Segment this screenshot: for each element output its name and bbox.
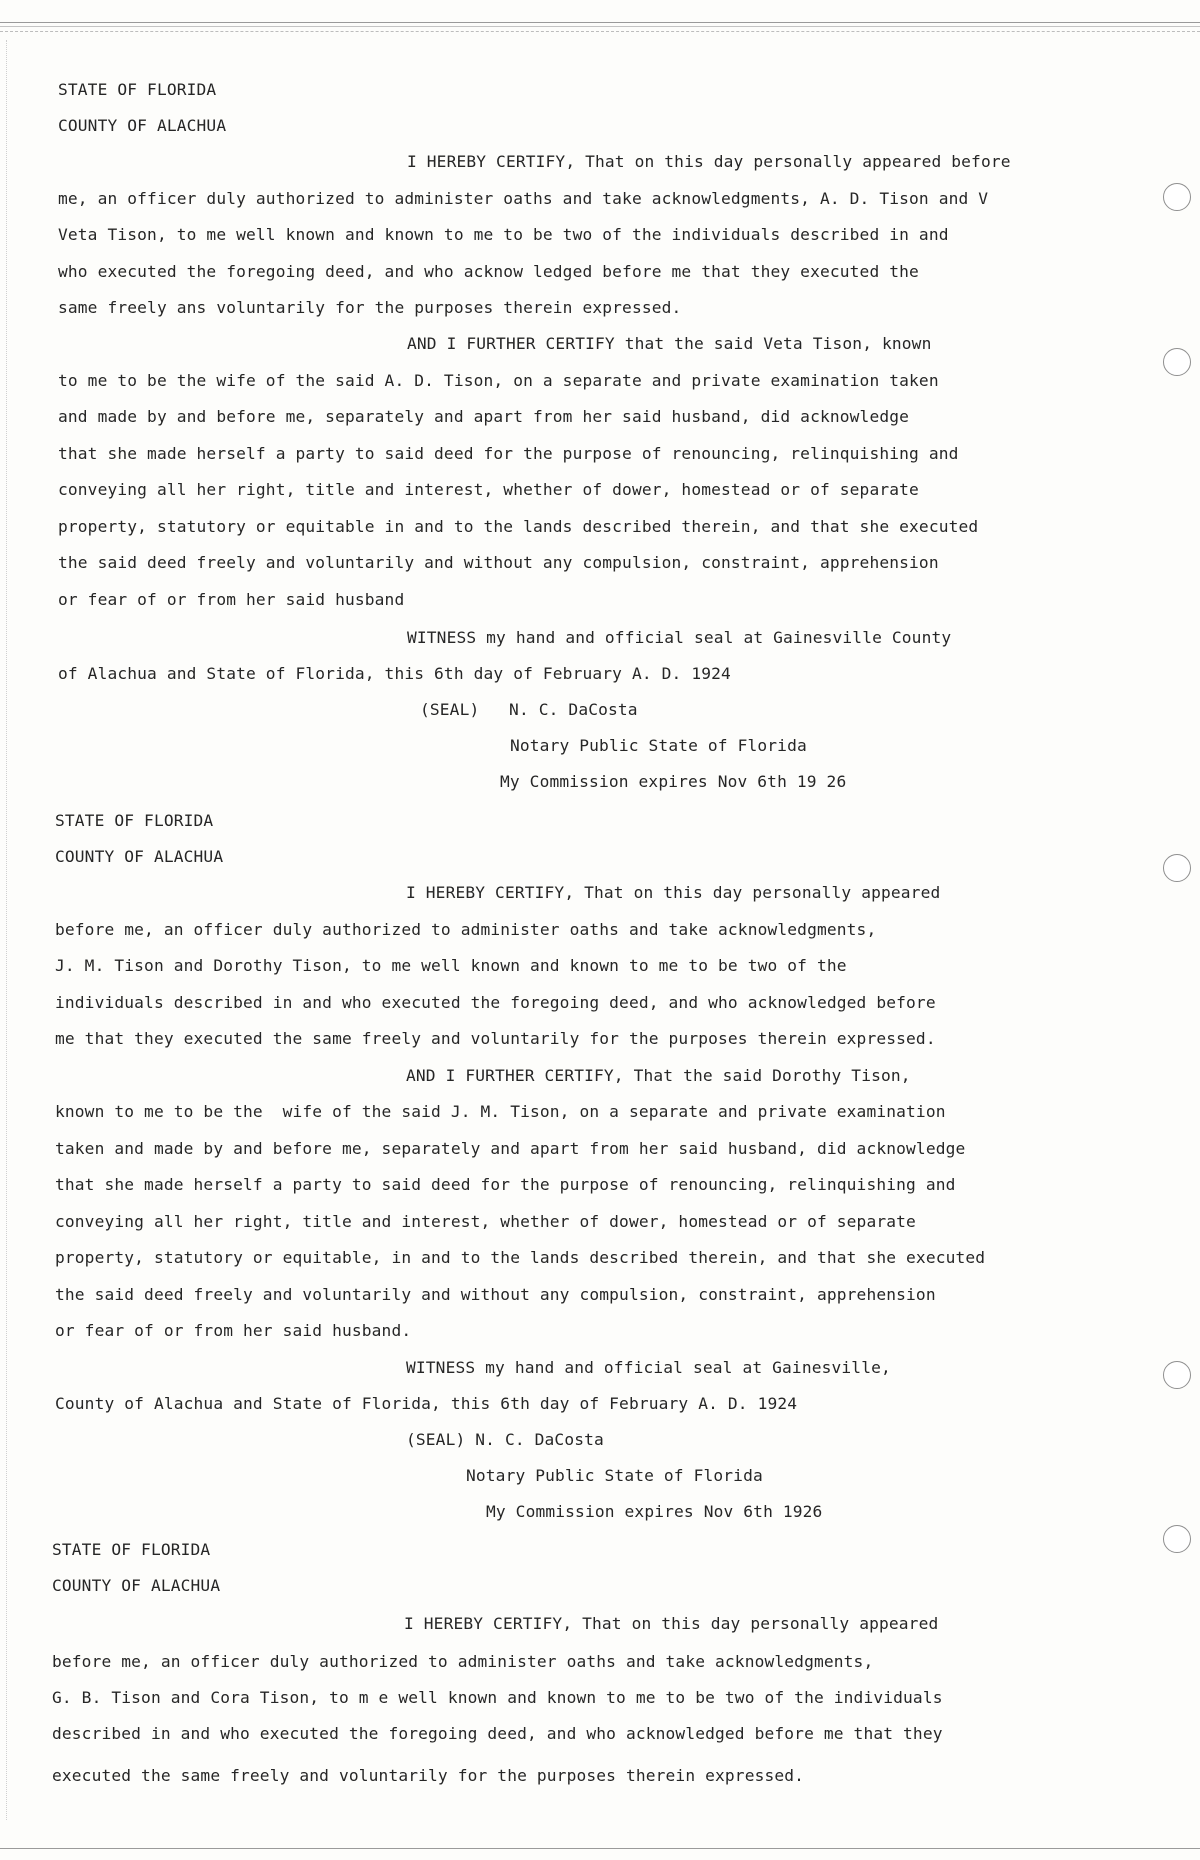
binder-hole-icon [1163, 183, 1191, 211]
further-certify-line: AND I FURTHER CERTIFY, That the said Dorothy Tison, [406, 1066, 911, 1085]
further-certify-line: that she made herself a party to said deed for the purpose of renouncing, relinquishing and [58, 444, 959, 463]
further-certify-line: and made by and before me, separately and apart from her said husband, did acknowledge [58, 407, 910, 426]
certify-line: I HEREBY CERTIFY, That on this day personally appeared [406, 883, 941, 902]
certify-line: before me, an officer duly authorized to administer oaths and take acknowledgments, [55, 920, 877, 939]
certify-line: individuals described in and who executed the foregoing deed, and who acknowledged before [55, 993, 936, 1012]
certify-line: J. M. Tison and Dorothy Tison, to me well known and known to me to be two of the [55, 956, 847, 975]
certify-line: Veta Tison, to me well known and known to me to be two of the individuals described in and [58, 225, 949, 244]
witness-line: County of Alachua and State of Florida, this 6th day of February A. D. 1924 [55, 1394, 798, 1413]
further-certify-line: property, statutory or equitable in and to the lands described therein, and that she executed [58, 517, 979, 536]
certify-line: me that they executed the same freely and voluntarily for the purposes therein expressed. [55, 1029, 936, 1048]
state-heading: STATE OF FLORIDA [58, 80, 217, 99]
certify-line: I HEREBY CERTIFY, That on this day personally appeared before [407, 152, 1011, 171]
further-certify-line: the said deed freely and voluntarily and without any compulsion, constraint, apprehension [58, 553, 939, 572]
further-certify-line: known to me to be the wife of the said J. M. Tison, on a separate and private examination [55, 1102, 946, 1121]
further-certify-line: or fear of or from her said husband. [55, 1321, 412, 1340]
certify-line: who executed the foregoing deed, and who acknow ledged before me that they executed the [58, 262, 919, 281]
witness-line: WITNESS my hand and official seal at Gainesville County [407, 628, 952, 647]
binder-hole-icon [1163, 348, 1191, 376]
state-heading: STATE OF FLORIDA [55, 811, 214, 830]
top-rule-dashed [0, 31, 1200, 32]
further-certify-line: that she made herself a party to said deed for the purpose of renouncing, relinquishing and [55, 1175, 956, 1194]
bottom-rule [0, 1848, 1200, 1849]
certify-line: G. B. Tison and Cora Tison, to m e well known and known to me to be two of the individuals [52, 1688, 943, 1707]
further-certify-line: property, statutory or equitable, in and to the lands described therein, and that she executed [55, 1248, 986, 1267]
binder-hole-icon [1163, 1361, 1191, 1389]
commission-expiry: My Commission expires Nov 6th 19 26 [500, 772, 847, 791]
further-certify-line: the said deed freely and voluntarily and without any compulsion, constraint, apprehension [55, 1285, 936, 1304]
further-certify-line: taken and made by and before me, separately and apart from her said husband, did acknowledge [55, 1139, 966, 1158]
binder-hole-icon [1163, 854, 1191, 882]
further-certify-line: AND I FURTHER CERTIFY that the said Veta Tison, known [407, 334, 932, 353]
binder-hole-icon [1163, 1525, 1191, 1553]
top-rule-secondary [0, 26, 1200, 27]
top-rule [0, 22, 1200, 23]
county-heading: COUNTY OF ALACHUA [58, 116, 227, 135]
certify-line: before me, an officer duly authorized to administer oaths and take acknowledgments, [52, 1652, 874, 1671]
certify-line: described in and who executed the foregoing deed, and who acknowledged before me that they [52, 1724, 943, 1743]
notary-title: Notary Public State of Florida [466, 1466, 763, 1485]
certify-line: executed the same freely and voluntarily for the purposes therein expressed. [52, 1766, 805, 1785]
further-certify-line: or fear of or from her said husband [58, 590, 405, 609]
notary-title: Notary Public State of Florida [510, 736, 807, 755]
left-margin-edge [6, 40, 7, 1820]
certify-line: I HEREBY CERTIFY, That on this day personally appeared [404, 1614, 939, 1633]
notary-seal-signature: (SEAL) N. C. DaCosta [406, 1430, 604, 1449]
commission-expiry: My Commission expires Nov 6th 1926 [486, 1502, 823, 1521]
notary-seal-signature: (SEAL) N. C. DaCosta [420, 700, 638, 719]
state-heading: STATE OF FLORIDA [52, 1540, 211, 1559]
county-heading: COUNTY OF ALACHUA [55, 847, 224, 866]
county-heading: COUNTY OF ALACHUA [52, 1576, 221, 1595]
further-certify-line: to me to be the wife of the said A. D. Tison, on a separate and private examination taken [58, 371, 939, 390]
further-certify-line: conveying all her right, title and interest, whether of dower, homestead or of separate [58, 480, 919, 499]
certify-line: me, an officer duly authorized to administer oaths and take acknowledgments, A. D. Tison and V [58, 189, 989, 208]
further-certify-line: conveying all her right, title and interest, whether of dower, homestead or of separate [55, 1212, 916, 1231]
certify-line: same freely ans voluntarily for the purposes therein expressed. [58, 298, 682, 317]
witness-line: WITNESS my hand and official seal at Gainesville, [406, 1358, 891, 1377]
witness-line: of Alachua and State of Florida, this 6th day of February A. D. 1924 [58, 664, 731, 683]
